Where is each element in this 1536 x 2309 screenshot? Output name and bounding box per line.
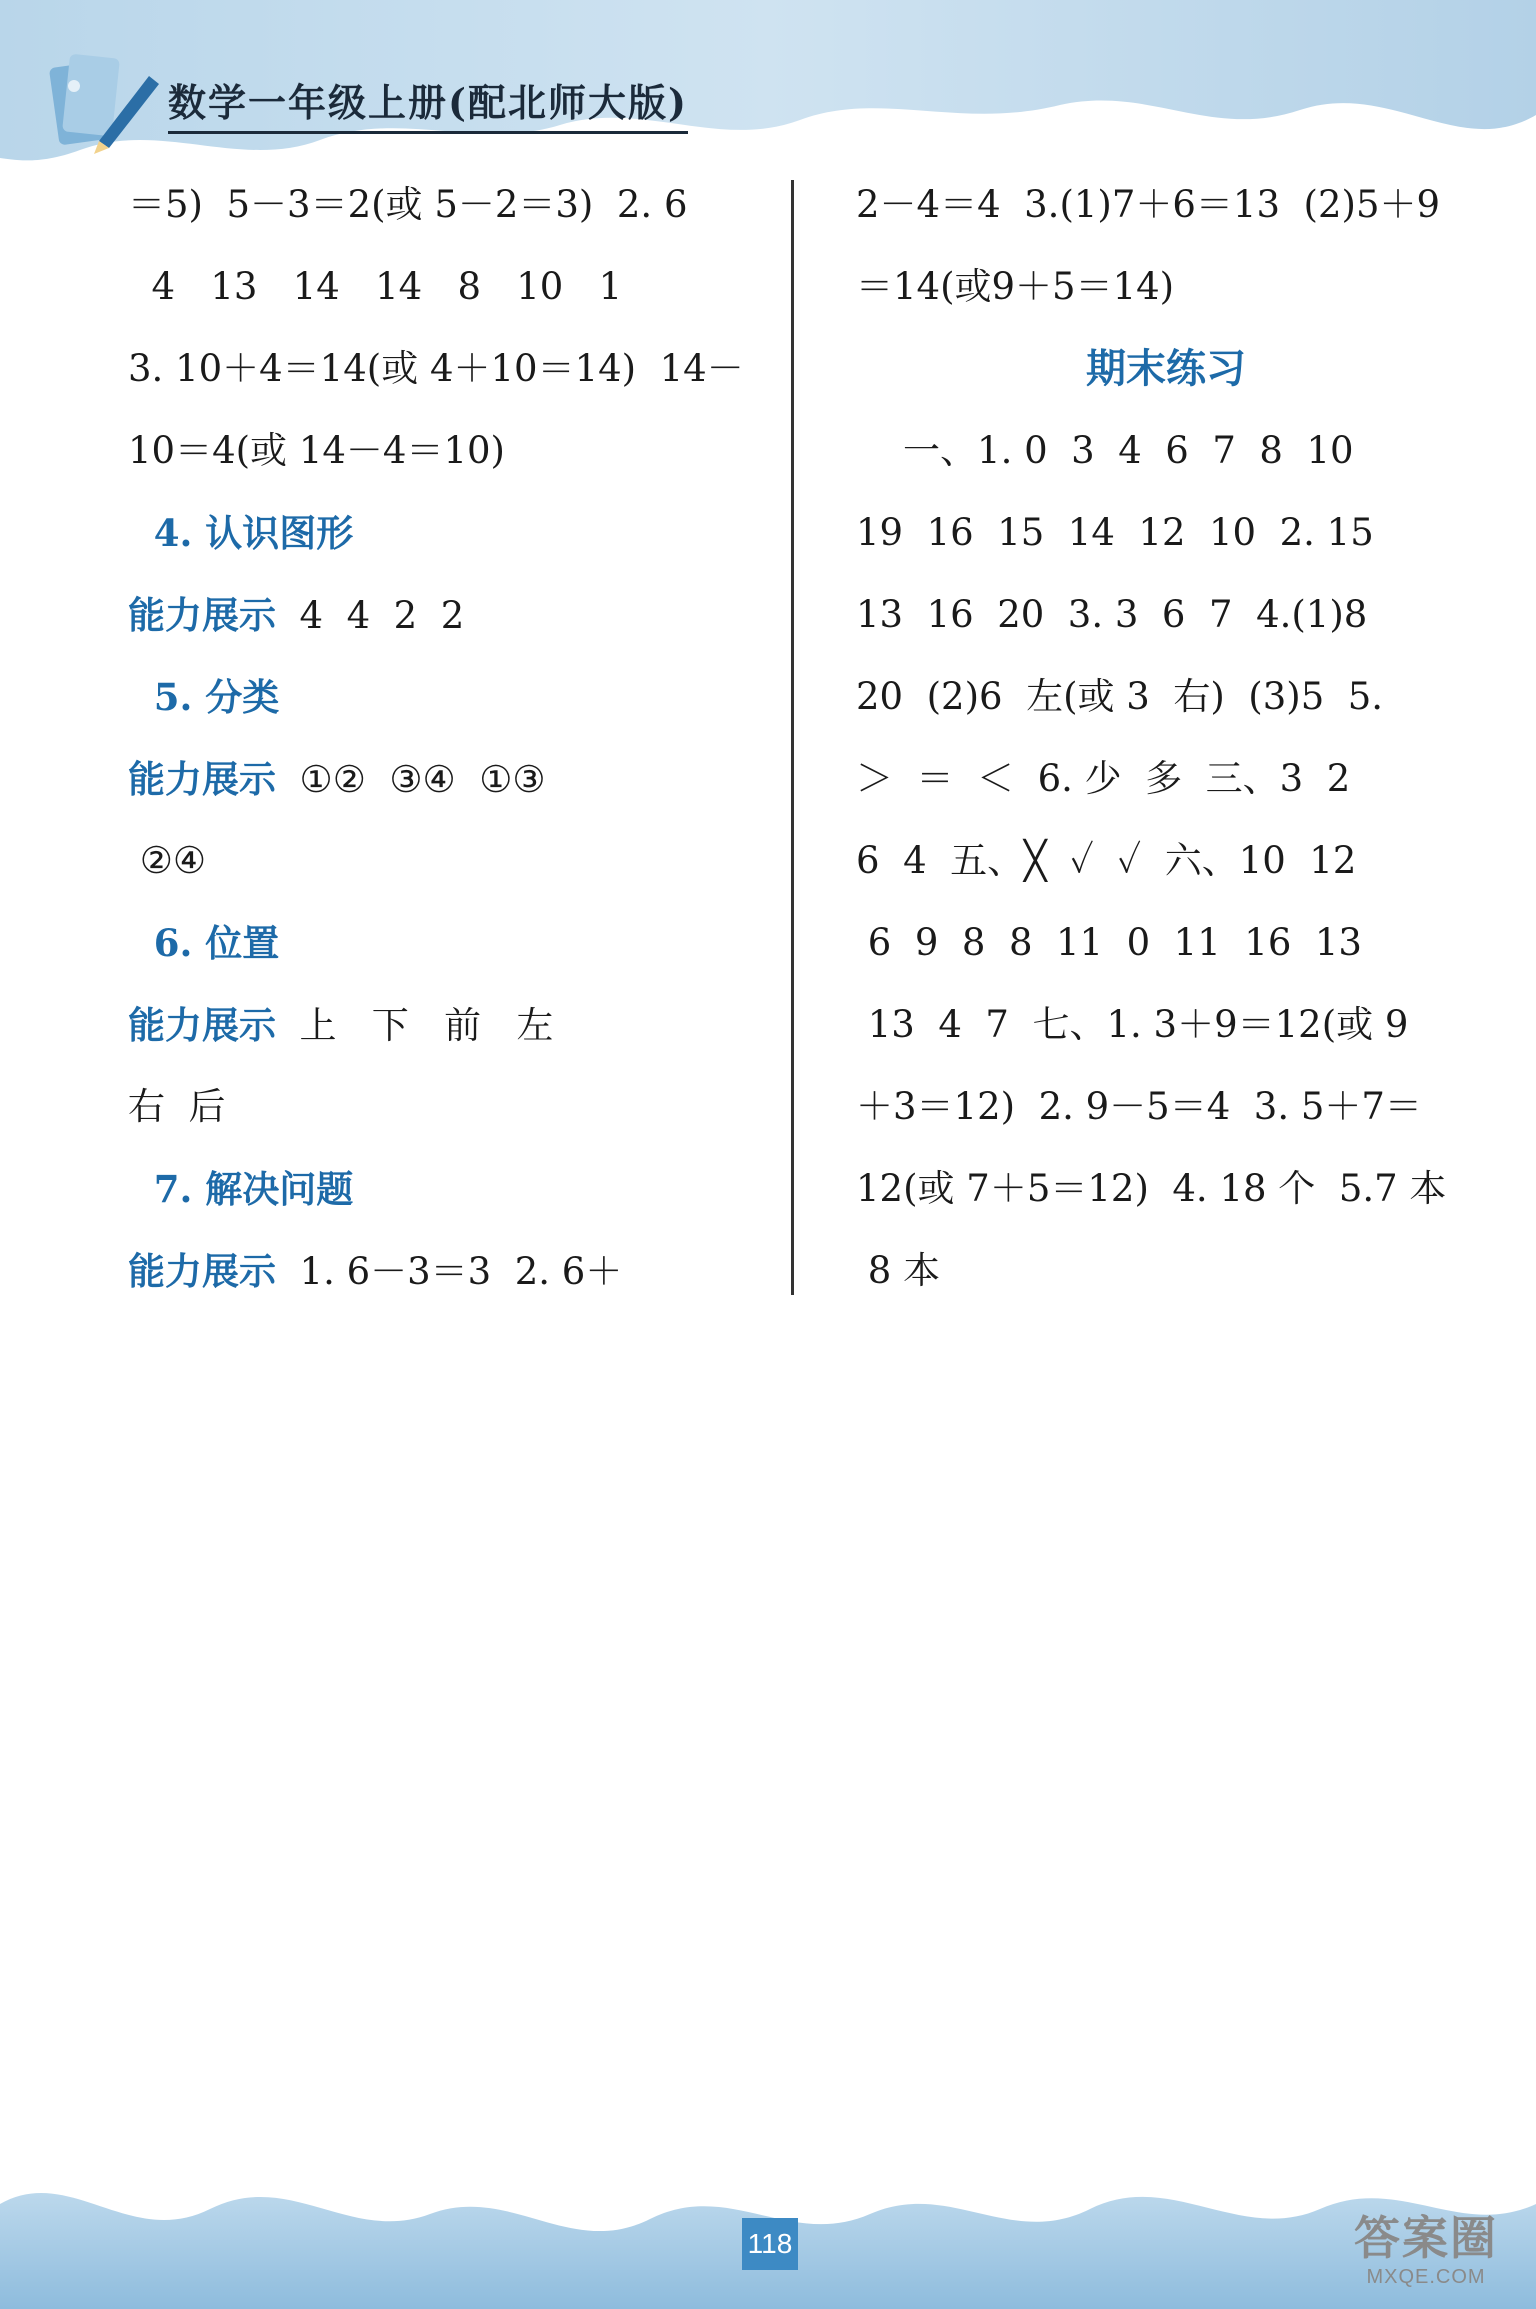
answer-line: 6 9 8 8 11 0 11 16 13	[856, 921, 1362, 964]
answer-line: 右 后	[128, 1085, 226, 1128]
book-pencil-logo-icon	[44, 46, 164, 156]
ability-label: 能力展示	[128, 1249, 276, 1293]
answer-line: 20 (2)6 左(或 3 右) (3)5 5.	[856, 675, 1384, 718]
watermark	[1336, 2212, 1516, 2297]
answer-line: 10＝4(或 14－4＝10)	[128, 429, 505, 472]
answer-line	[128, 749, 748, 831]
answer-line	[128, 1241, 748, 1323]
section-heading: 4. 认识图形	[128, 511, 354, 555]
watermark-url: MXQE.COM	[1366, 2266, 1486, 2288]
section-heading: 7. 解决问题	[128, 1167, 354, 1211]
answer-text: 1. 6－3＝3 2. 6＋	[276, 1250, 623, 1293]
header-title: 数学一年级上册(配北师大版)	[168, 72, 688, 134]
answer-line: 8 本	[856, 1249, 941, 1292]
left-answer-column	[128, 175, 748, 1323]
answer-line: 3. 10＋4＝14(或 4＋10＝14) 14－	[128, 347, 744, 390]
answer-line: 13 4 7 七、1. 3＋9＝12(或 9	[856, 1003, 1409, 1046]
footer-wave-band	[0, 2109, 1536, 2309]
column-divider	[791, 180, 794, 1295]
answer-text: 4 4 2 2	[276, 594, 465, 637]
section-heading: 5. 分类	[128, 675, 280, 719]
watermark-logo: 答案圈	[1354, 2212, 1498, 2264]
answer-line: 12(或 7＋5＝12) 4. 18 个 5.7 本	[856, 1167, 1447, 1210]
answer-text: 上 下 前 左	[276, 1004, 554, 1047]
answer-text: ①② ③④ ①③	[276, 758, 546, 801]
answer-line: ②④	[128, 839, 207, 882]
answer-line: 4 13 14 14 8 10 1	[128, 265, 623, 308]
answer-line: 一、1. 0 3 4 6 7 8 10	[856, 429, 1354, 472]
answer-line: 2－4＝4 3.(1)7＋6＝13 (2)5＋9	[856, 183, 1441, 226]
answer-line: ＝14(或9＋5＝14)	[856, 265, 1175, 308]
answer-line: 19 16 15 14 12 10 2. 15	[856, 511, 1374, 554]
answer-line	[128, 585, 748, 667]
answer-line: 6 4 五、╳ ✓ ✓ 六、10 12	[856, 839, 1357, 882]
answer-line	[128, 995, 748, 1077]
right-answer-column	[856, 175, 1476, 1323]
page-number: 118	[742, 2218, 798, 2270]
ability-label: 能力展示	[128, 757, 276, 801]
answer-line: ＝5) 5－3＝2(或 5－2＝3) 2. 6	[128, 183, 688, 226]
section-heading: 6. 位置	[128, 921, 280, 965]
section-title: 期末练习	[1086, 345, 1246, 392]
ability-label: 能力展示	[128, 593, 276, 637]
answer-line: ＋3＝12) 2. 9－5＝4 3. 5＋7＝	[856, 1085, 1422, 1128]
answer-line: ＞ ＝ ＜ 6. 少 多 三、3 2	[856, 757, 1351, 800]
ability-label: 能力展示	[128, 1003, 276, 1047]
answer-line: 13 16 20 3. 3 6 7 4.(1)8	[856, 593, 1368, 636]
